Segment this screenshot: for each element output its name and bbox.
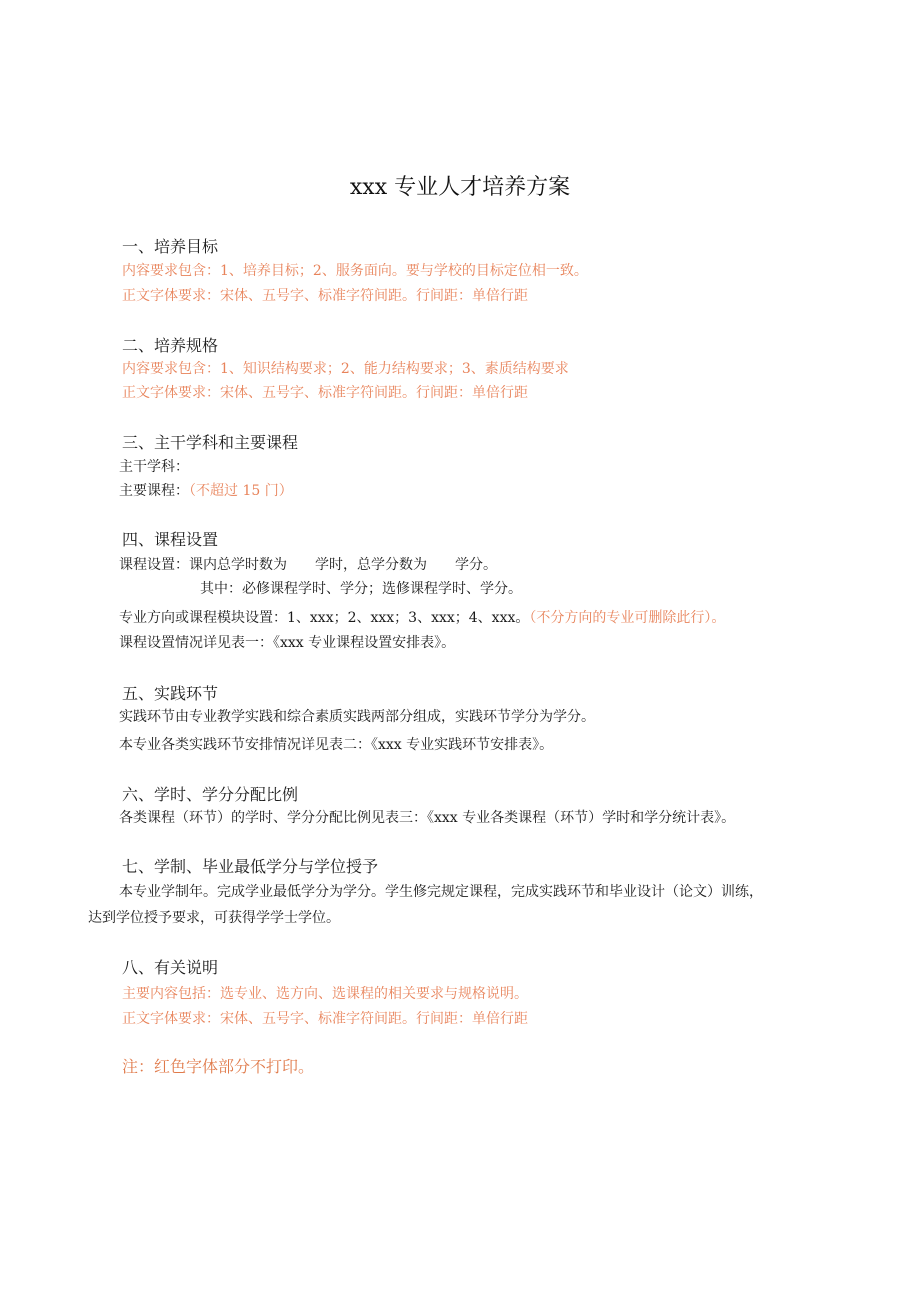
specialization-note: （不分方向的专业可删除此行）。 bbox=[529, 610, 726, 626]
section-2-requirement: 内容要求包含：1、知识结构要求；2、能力结构要求；3、素质结构要求 bbox=[122, 361, 569, 377]
practice-table-reference: 本专业各类实践环节安排情况详见表二：《xxx 专业实践环节安排表》。 bbox=[119, 737, 554, 753]
main-courses-label: 主要课程： bbox=[119, 483, 189, 499]
section-7-heading: 七、学制、毕业最低学分与学位授予 bbox=[122, 857, 379, 876]
print-note: 注：红色字体部分不打印。 bbox=[122, 1057, 315, 1076]
course-hours-line: 其中：必修课程学时、学分；选修课程学时、学分。 bbox=[200, 581, 522, 597]
course-setup-line: 课程设置：课内总学时数为 学时，总学分数为 学分。 bbox=[119, 557, 497, 573]
section-1-font-requirement: 正文字体要求：宋体、五号字、标准字符间距。行间距：单倍行距 bbox=[122, 288, 528, 304]
section-8-font-requirement: 正文字体要求：宋体、五号字、标准字符间距。行间距：单倍行距 bbox=[122, 1011, 528, 1027]
section-1-heading: 一、培养目标 bbox=[122, 237, 219, 256]
course-table-reference: 课程设置情况详见表一：《xxx 专业课程设置安排表》。 bbox=[119, 635, 456, 651]
section-8-heading: 八、有关说明 bbox=[122, 958, 219, 977]
main-courses-note: （不超过 15 门） bbox=[189, 483, 293, 499]
practice-description: 实践环节由专业教学实践和综合素质实践两部分组成，实践环节学分为学分。 bbox=[119, 709, 595, 725]
section-2-font-requirement: 正文字体要求：宋体、五号字、标准字符间距。行间距：单倍行距 bbox=[122, 385, 528, 401]
specialization-line bbox=[119, 608, 725, 628]
section-3-heading: 三、主干学科和主要课程 bbox=[122, 433, 299, 452]
main-discipline-label: 主干学科： bbox=[119, 459, 189, 475]
degree-paragraph-line-1: 本专业学制年。完成学业最低学分为学分。学生修完规定课程，完成实践环节和毕业设计（论文）训练， bbox=[119, 884, 763, 900]
section-5-heading: 五、实践环节 bbox=[122, 684, 219, 703]
section-8-requirement: 主要内容包括：选专业、选方向、选课程的相关要求与规格说明。 bbox=[122, 986, 528, 1002]
document-title: xxx 专业人才培养方案 bbox=[349, 175, 571, 200]
main-courses-line bbox=[119, 481, 293, 501]
section-1-requirement: 内容要求包含：1、培养目标；2、服务面向。要与学校的目标定位相一致。 bbox=[122, 263, 588, 279]
credit-ratio-reference: 各类课程（环节）的学时、学分分配比例见表三：《xxx 专业各类课程（环节）学时和学分统计表》。 bbox=[119, 810, 736, 826]
section-6-heading: 六、学时、学分分配比例 bbox=[122, 785, 299, 804]
section-2-heading: 二、培养规格 bbox=[122, 336, 219, 355]
section-4-heading: 四、课程设置 bbox=[122, 530, 219, 549]
degree-paragraph-line-2: 达到学位授予要求，可获得学学士学位。 bbox=[88, 910, 340, 926]
specialization-text: 专业方向或课程模块设置：1、xxx；2、xxx；3、xxx；4、xxx。 bbox=[119, 610, 530, 626]
